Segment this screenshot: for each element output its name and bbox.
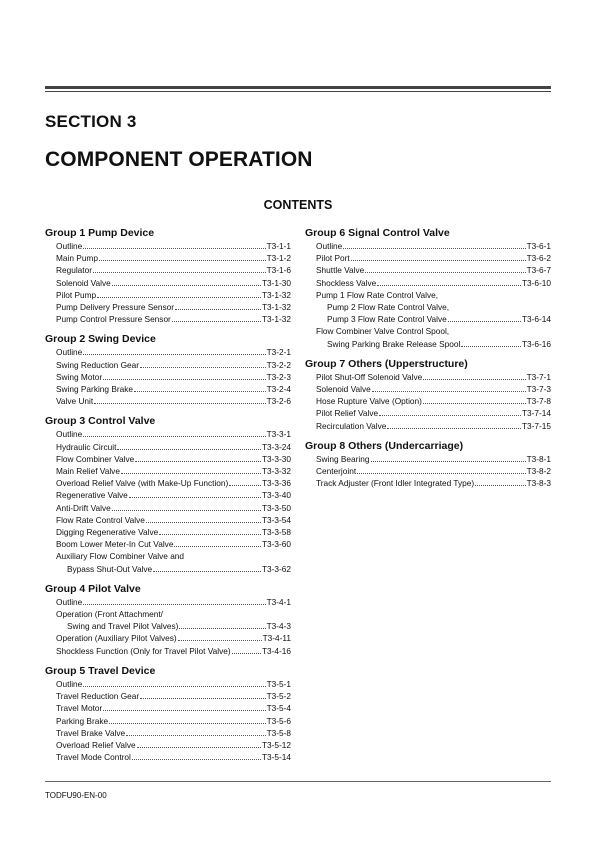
- toc-group-title: Group 5 Travel Device: [45, 664, 156, 677]
- dot-leader: [343, 240, 525, 249]
- toc-group-group-2-swing-device: [45, 333, 291, 407]
- toc-page-number: T3-3-58: [261, 527, 291, 538]
- toc-page-number: T3-5-14: [261, 752, 291, 763]
- dot-leader: [448, 313, 521, 322]
- toc-group-title: Group 7 Others (Upperstructure): [305, 357, 468, 370]
- contents-right-column: [305, 227, 551, 497]
- toc-page-number: T3-2-3: [266, 371, 291, 382]
- toc-entry[interactable]: [45, 371, 291, 383]
- toc-page-number: T3-6-14: [521, 314, 551, 325]
- toc-entry[interactable]: [305, 252, 551, 264]
- toc-page-number: T3-3-50: [261, 502, 291, 513]
- toc-page-number: T3-5-2: [266, 691, 291, 702]
- toc-entry[interactable]: [45, 465, 291, 477]
- toc-page-number: T3-3-60: [261, 539, 291, 550]
- toc-page-number: T3-1-32: [261, 289, 291, 300]
- toc-page-number: T3-5-4: [266, 703, 291, 714]
- toc-group-title: Group 4 Pilot Valve: [45, 582, 141, 595]
- dot-leader: [83, 428, 265, 437]
- toc-entry-title: Overload Relief Valve: [56, 739, 136, 750]
- dot-leader: [371, 453, 526, 462]
- toc-entry[interactable]: [305, 395, 551, 407]
- toc-entry[interactable]: [305, 301, 551, 313]
- toc-entry[interactable]: [45, 739, 291, 751]
- toc-entry-title: Main Pump: [56, 253, 98, 264]
- toc-entry-title: Outline: [56, 241, 83, 251]
- toc-page-number: T3-3-24: [261, 441, 291, 452]
- toc-entry-title: Outline: [316, 241, 343, 251]
- toc-entry-title: Travel Reduction Gear: [56, 691, 140, 702]
- toc-entry-title: Pump 3 Flow Rate Control Valve: [327, 314, 447, 325]
- toc-entry[interactable]: [45, 264, 291, 276]
- toc-group-title: Group 1 Pump Device: [45, 227, 155, 239]
- footer-rule: [45, 781, 551, 782]
- toc-page-number: T3-1-32: [261, 302, 291, 313]
- toc-entry[interactable]: [45, 428, 291, 440]
- toc-page-number: T3-6-16: [521, 338, 551, 349]
- toc-group-group-7-others-upperstructure: [305, 358, 551, 432]
- toc-page-number: T3-4-11: [262, 633, 291, 644]
- toc-group-title: Group 8 Others (Undercarriage): [305, 439, 464, 452]
- toc-entry-title: Shockless Valve: [316, 277, 377, 288]
- toc-entry-title: Bypass Shut-Out Valve: [67, 563, 153, 574]
- toc-entry-title: Operation (Front Attachment/: [56, 609, 163, 620]
- toc-entry[interactable]: [45, 359, 291, 371]
- toc-entry-title: Centerjoint: [316, 466, 357, 477]
- toc-entry-title: Pump 1 Flow Rate Control Valve,: [316, 289, 439, 300]
- dot-leader: [461, 338, 521, 347]
- dot-leader: [103, 702, 265, 711]
- toc-entry-title: Outline: [56, 596, 83, 607]
- toc-entry[interactable]: [305, 325, 551, 337]
- toc-entry[interactable]: [45, 502, 291, 514]
- dot-leader: [94, 395, 265, 404]
- dot-leader: [97, 289, 261, 298]
- toc-entry[interactable]: [45, 514, 291, 526]
- toc-entry[interactable]: [45, 395, 291, 407]
- toc-entry-title: Pilot Pump: [56, 289, 97, 300]
- toc-entry-title: Flow Rate Control Valve: [56, 514, 145, 525]
- toc-entry-title: Solenoid Valve: [56, 277, 111, 288]
- toc-entry-title: Shockless Function (Only for Travel Pilot Valve): [56, 645, 231, 656]
- section-label: SECTION 3: [45, 112, 137, 131]
- toc-entry-title: Hydraulic Circuit: [56, 441, 117, 452]
- toc-entry[interactable]: [45, 453, 291, 465]
- toc-page-number: T3-2-2: [266, 359, 291, 370]
- dot-leader: [372, 383, 526, 392]
- dot-leader: [121, 465, 261, 474]
- toc-page-number: T3-7-14: [521, 408, 551, 419]
- toc-page-number: T3-2-1: [266, 347, 291, 358]
- dot-leader: [83, 596, 265, 605]
- toc-entry[interactable]: [45, 277, 291, 289]
- dot-leader: [423, 395, 526, 404]
- toc-entry[interactable]: [45, 441, 291, 453]
- toc-group-group-6-signal-control-valve: [305, 227, 551, 350]
- toc-entry[interactable]: [45, 313, 291, 325]
- toc-entry-title: Regulator: [56, 265, 92, 276]
- dot-leader: [132, 751, 261, 760]
- toc-entry[interactable]: [305, 264, 551, 276]
- footer-code: TODFU90-EN-00: [45, 791, 107, 800]
- toc-entry-title: Solenoid Valve: [316, 384, 371, 395]
- toc-page-number: T3-4-1: [266, 596, 291, 607]
- toc-entry[interactable]: [45, 240, 291, 252]
- toc-entry-title: Swing Reduction Gear: [56, 359, 140, 370]
- toc-entry-title: Flow Combiner Valve Control Spool,: [316, 326, 450, 337]
- toc-entry-title: Anti-Drift Valve: [56, 502, 111, 513]
- dot-leader: [159, 526, 261, 535]
- toc-page-number: T3-1-32: [261, 314, 291, 325]
- dot-leader: [153, 563, 261, 572]
- dot-leader: [112, 502, 261, 511]
- toc-page-number: T3-1-30: [261, 277, 291, 288]
- toc-entry[interactable]: [45, 301, 291, 313]
- toc-group-group-4-pilot-valve: [45, 583, 291, 657]
- dot-leader: [83, 346, 265, 355]
- dot-leader: [229, 477, 261, 486]
- dot-leader: [109, 715, 265, 724]
- dot-leader: [174, 538, 261, 547]
- dot-leader: [126, 727, 265, 736]
- toc-page-number: T3-3-62: [261, 563, 291, 574]
- toc-entry-title: Outline: [56, 678, 83, 689]
- toc-entry[interactable]: [305, 289, 551, 301]
- toc-group-group-3-control-valve: [45, 415, 291, 574]
- toc-page-number: T3-1-6: [266, 265, 291, 276]
- toc-entry-title: Swing Motor: [56, 371, 103, 382]
- dot-leader: [377, 277, 521, 286]
- toc-entry-title: Pump Control Pressure Sensor: [56, 314, 171, 325]
- toc-entry-title: Recirculation Valve: [316, 420, 387, 431]
- toc-page-number: T3-2-4: [266, 384, 291, 395]
- toc-entry-title: Track Adjuster (Front Idler Integrated Type): [316, 478, 475, 489]
- toc-page-number: T3-7-8: [526, 396, 551, 407]
- dot-leader: [140, 359, 266, 368]
- toc-entry[interactable]: [305, 277, 551, 289]
- toc-entry[interactable]: [305, 420, 551, 432]
- toc-page-number: T3-8-1: [526, 453, 551, 464]
- toc-group-title: Group 6 Signal Control Valve: [305, 227, 450, 239]
- dot-leader: [135, 453, 261, 462]
- section-title: COMPONENT OPERATION: [45, 148, 313, 171]
- dot-leader: [146, 514, 261, 523]
- toc-page-number: T3-4-16: [261, 645, 291, 656]
- toc-entry-title: Pump 2 Flow Rate Control Valve,: [327, 302, 450, 313]
- toc-group-group-1-pump-device: [45, 227, 291, 325]
- toc-entry[interactable]: [305, 240, 551, 252]
- toc-entry[interactable]: [45, 632, 291, 644]
- toc-entry[interactable]: [305, 407, 551, 419]
- dot-leader: [232, 645, 261, 654]
- dot-leader: [387, 420, 521, 429]
- toc-page-number: T3-3-36: [261, 478, 291, 489]
- dot-leader: [99, 252, 266, 261]
- contents-left-column: [45, 227, 291, 771]
- toc-entry[interactable]: [45, 715, 291, 727]
- toc-page-number: T3-5-8: [266, 727, 291, 738]
- toc-entry[interactable]: [45, 252, 291, 264]
- toc-page-number: T3-5-1: [266, 678, 291, 689]
- toc-entry-title: Swing Parking Brake: [56, 384, 134, 395]
- toc-entry-title: Auxiliary Flow Combiner Valve and: [56, 551, 185, 562]
- toc-page-number: T3-6-10: [521, 277, 551, 288]
- toc-page-number: T3-3-40: [261, 490, 291, 501]
- toc-page-number: T3-1-2: [266, 253, 291, 264]
- toc-entry[interactable]: [45, 550, 291, 562]
- dot-leader: [365, 264, 525, 273]
- toc-entry[interactable]: [45, 346, 291, 358]
- toc-entry[interactable]: [45, 751, 291, 763]
- toc-entry[interactable]: [45, 608, 291, 620]
- toc-entry[interactable]: [45, 690, 291, 702]
- toc-entry-title: Swing Bearing: [316, 453, 370, 464]
- contents-heading: CONTENTS: [263, 198, 333, 212]
- toc-entry[interactable]: [305, 453, 551, 465]
- toc-entry[interactable]: [45, 727, 291, 739]
- dot-leader: [140, 690, 265, 699]
- toc-page-number: T3-3-32: [261, 466, 291, 477]
- toc-entry[interactable]: [45, 526, 291, 538]
- dot-leader: [179, 620, 265, 629]
- dot-leader: [83, 240, 265, 249]
- toc-entry-title: Hose Rupture Valve (Option): [316, 396, 422, 407]
- dot-leader: [379, 407, 521, 416]
- dot-leader: [175, 301, 261, 310]
- toc-entry[interactable]: [305, 383, 551, 395]
- toc-entry-title: Parking Brake: [56, 715, 109, 726]
- toc-entry[interactable]: [305, 338, 551, 350]
- toc-entry[interactable]: [45, 563, 291, 575]
- toc-entry-title: Pilot Port: [316, 253, 350, 264]
- toc-entry-title: Travel Motor: [56, 703, 103, 714]
- toc-page-number: T3-7-1: [526, 371, 551, 382]
- toc-entry-title: Shuttle Valve: [316, 265, 365, 276]
- toc-entry-title: Boom Lower Meter-In Cut Valve: [56, 539, 174, 550]
- toc-entry-title: Travel Mode Control: [56, 752, 131, 763]
- toc-entry-title: Valve Unit: [56, 396, 94, 407]
- toc-page-number: T3-5-12: [261, 739, 291, 750]
- toc-entry[interactable]: [45, 289, 291, 301]
- dot-leader: [423, 371, 525, 380]
- toc-entry-title: Pilot Relief Valve: [316, 408, 379, 419]
- toc-page-number: T3-6-1: [526, 241, 551, 251]
- toc-page-number: T3-2-6: [266, 396, 291, 407]
- toc-entry-title: Pilot Shut-Off Solenoid Valve: [316, 371, 423, 382]
- toc-entry[interactable]: [45, 702, 291, 714]
- toc-entry-title: Pump Delivery Pressure Sensor: [56, 302, 175, 313]
- toc-entry-title: Overload Relief Valve (with Make-Up Function): [56, 478, 229, 489]
- toc-entry-title: Outline: [56, 429, 83, 440]
- dot-leader: [134, 383, 266, 392]
- toc-page-number: T3-4-3: [266, 621, 291, 632]
- toc-group-group-5-travel-device: [45, 665, 291, 763]
- dot-leader: [117, 441, 261, 450]
- toc-page-number: T3-3-1: [266, 429, 291, 440]
- toc-entry-title: Main Relief Valve: [56, 466, 120, 477]
- toc-entry[interactable]: [45, 538, 291, 550]
- dot-leader: [83, 678, 265, 687]
- dot-leader: [178, 632, 262, 641]
- toc-group-title: Group 3 Control Valve: [45, 415, 156, 428]
- toc-entry[interactable]: [305, 465, 551, 477]
- toc-entry[interactable]: [45, 477, 291, 489]
- toc-entry[interactable]: [45, 620, 291, 632]
- dot-leader: [137, 739, 261, 748]
- toc-entry[interactable]: [305, 477, 551, 489]
- toc-page-number: T3-1-1: [266, 241, 291, 251]
- toc-entry-title: Swing and Travel Pilot Valves): [67, 621, 179, 632]
- toc-entry[interactable]: [45, 489, 291, 501]
- header-rule: [45, 86, 551, 92]
- dot-leader: [475, 477, 525, 486]
- toc-entry-title: Digging Regenerative Valve: [56, 527, 159, 538]
- toc-page-number: T3-3-54: [261, 514, 291, 525]
- toc-page-number: T3-3-30: [261, 453, 291, 464]
- toc-entry-title: Outline: [56, 347, 83, 358]
- toc-entry[interactable]: [45, 596, 291, 608]
- toc-entry[interactable]: [305, 371, 551, 383]
- toc-entry[interactable]: [45, 383, 291, 395]
- toc-entry-title: Regenerative Valve: [56, 490, 128, 501]
- toc-entry-title: Operation (Auxiliary Pilot Valves): [56, 633, 177, 644]
- toc-group-title: Group 2 Swing Device: [45, 333, 156, 346]
- toc-page-number: T3-8-3: [526, 478, 551, 489]
- toc-entry[interactable]: [45, 678, 291, 690]
- toc-entry-title: Flow Combiner Valve: [56, 453, 135, 464]
- toc-entry-title: Swing Parking Brake Release Spool: [327, 338, 461, 349]
- dot-leader: [129, 489, 261, 498]
- dot-leader: [103, 371, 265, 380]
- toc-page-number: T3-6-2: [526, 253, 551, 264]
- toc-entry[interactable]: [305, 313, 551, 325]
- toc-page-number: T3-7-3: [526, 384, 551, 395]
- toc-page-number: T3-6-7: [526, 265, 551, 276]
- dot-leader: [93, 264, 266, 273]
- toc-page-number: T3-8-2: [526, 466, 551, 477]
- toc-page-number: T3-5-6: [266, 715, 291, 726]
- dot-leader: [172, 313, 261, 322]
- dot-leader: [112, 277, 261, 286]
- toc-entry[interactable]: [45, 645, 291, 657]
- toc-group-group-8-others-undercarriage: [305, 440, 551, 490]
- dot-leader: [357, 465, 525, 474]
- toc-page-number: T3-7-15: [521, 420, 551, 431]
- dot-leader: [351, 252, 526, 261]
- toc-entry-title: Travel Brake Valve: [56, 727, 126, 738]
